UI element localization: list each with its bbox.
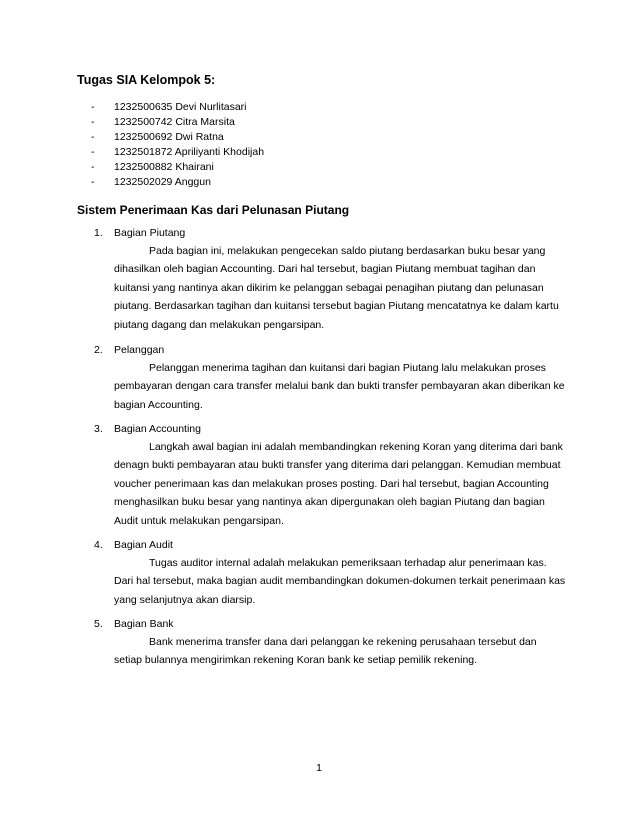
section-heading: Sistem Penerimaan Kas dari Pelunasan Piutang (77, 203, 350, 217)
bullet-dash: - (91, 176, 95, 188)
page-number: 1 (316, 762, 322, 774)
bullet-dash: - (91, 146, 95, 158)
member-item (91, 160, 264, 175)
paragraph-text: Bank menerima transfer dana dari pelanggan ke rekening perusahaan tersebut dan setiap bulannya mengirimkan rekening Koran bank ke setiap pemilik rekening. (114, 635, 537, 666)
section-number: 4. (94, 539, 103, 551)
section-title (94, 344, 164, 356)
bullet-dash: - (91, 161, 95, 173)
paragraph-text: Tugas auditor internal adalah melakukan pemeriksaan terhadap alur penerimaan kas. Dari hal tersebut, maka bagian audit membandingkan dokumen-dokumen terkait penerimaan kas yang selanjutnya akan diarsip. (114, 556, 566, 606)
section-title (94, 618, 174, 630)
paragraph-text: Pada bagian ini, melakukan pengecekan saldo piutang berdasarkan buku besar yang dihasilkan oleh bagian Accounting. Dari hal tersebut, bagian Piutang membuat tagihan dan kuitansi yang nantinya akan dikirim ke pelanggan sebagai penagihan piutang dan pelunasan piutang. Berdasarkan tagihan dan kuitansi tersebut bagian Piutang mencatatnya ke dalam kartu piutang dagang dan melakukan pengarsipan. (114, 244, 559, 331)
section-paragraph (114, 242, 566, 335)
section-title-text: Bagian Accounting (114, 423, 201, 435)
member-item (91, 100, 264, 115)
paragraph-text: Pelanggan menerima tagihan dan kuitansi dari bagian Piutang lalu melakukan proses pembayaran dengan cara transfer melalui bank dan bukti transfer pembayaran akan diberikan ke bagian Accounting. (114, 361, 565, 411)
section-number: 3. (94, 423, 103, 435)
member-item (91, 115, 264, 130)
section-number: 1. (94, 227, 103, 239)
member-text: 1232500635 Devi Nurlitasari (114, 101, 247, 113)
section-paragraph (114, 633, 566, 670)
member-text: 1232501872 Apriliyanti Khodijah (114, 146, 265, 158)
section-number: 5. (94, 618, 103, 630)
section-title-text: Pelanggan (114, 344, 165, 356)
section-paragraph (114, 359, 566, 415)
section-title-text: Bagian Audit (114, 539, 173, 551)
section-number: 2. (94, 344, 103, 356)
member-item (91, 175, 264, 190)
section-title-text: Bagian Piutang (114, 227, 186, 239)
bullet-dash: - (91, 101, 95, 113)
member-text: 1232500882 Khairani (114, 161, 214, 173)
document-title: Tugas SIA Kelompok 5: (77, 73, 216, 87)
section-title (94, 539, 173, 551)
member-item (91, 145, 264, 160)
member-item (91, 130, 264, 145)
member-list (91, 100, 264, 190)
section-paragraph (114, 438, 566, 531)
bullet-dash: - (91, 116, 95, 128)
member-text: 1232502029 Anggun (114, 176, 211, 188)
section-paragraph (114, 554, 566, 610)
member-text: 1232500692 Dwi Ratna (114, 131, 224, 143)
section-title (94, 423, 201, 435)
bullet-dash: - (91, 131, 95, 143)
member-text: 1232500742 Citra Marsita (114, 116, 235, 128)
section-title-text: Bagian Bank (114, 618, 174, 630)
paragraph-text: Langkah awal bagian ini adalah membandingkan rekening Koran yang diterima dari bank denagn bukti pembayaran atau bukti transfer yang diterima dari pelanggan. Kemudian membuat voucher penerimaan kas dan melakukan proses posting. Dari hal tersebut, bagian Accounting menghasilkan buku besar yang nantinya akan dipergunakan oleh bagian Piutang dan bagian Audit untuk melakukan pengarsipan. (114, 440, 563, 527)
section-title (94, 227, 185, 239)
